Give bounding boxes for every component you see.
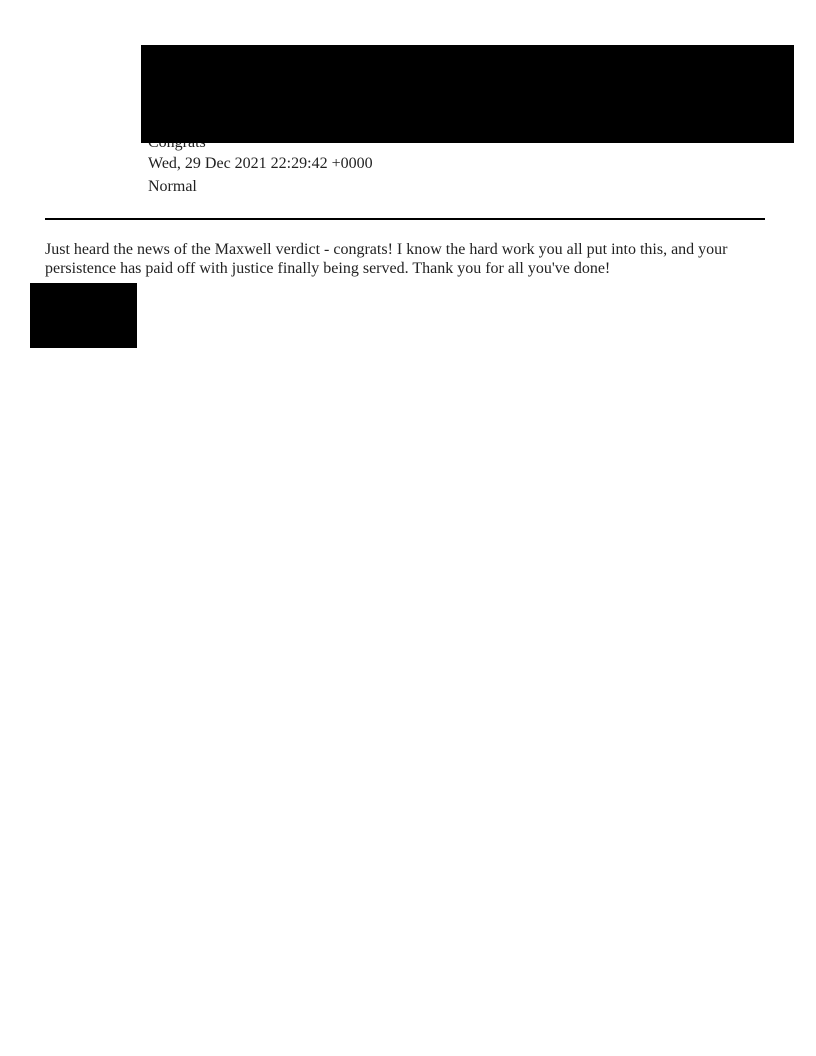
header-divider: [45, 218, 765, 220]
redaction-block-signature: [30, 283, 137, 348]
redaction-block-header: [141, 45, 794, 143]
date-value: Wed, 29 Dec 2021 22:29:42 +0000: [148, 155, 373, 172]
body-line-1: Just heard the news of the Maxwell verdict - congrats! I know the hard work you all put into this, and your: [45, 241, 728, 258]
body-line-2: persistence has paid off with justice finally being served. Thank you for all you've done!: [45, 260, 611, 277]
importance-value: Normal: [148, 178, 197, 195]
email-body: [45, 240, 775, 278]
